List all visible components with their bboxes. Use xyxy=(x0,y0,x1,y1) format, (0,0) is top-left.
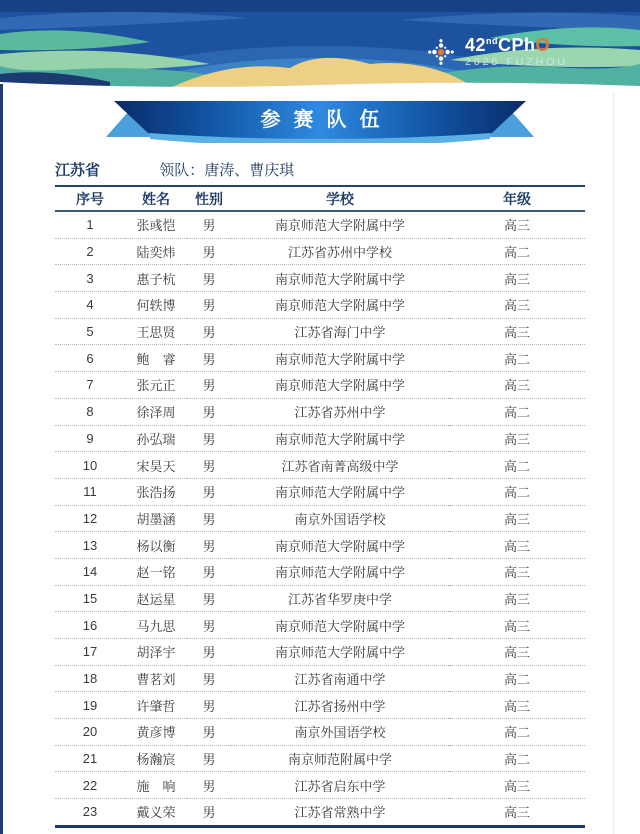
cell-number: 6 xyxy=(55,345,125,372)
province-name: 江苏省 xyxy=(55,162,101,179)
table-row xyxy=(55,345,585,372)
cell-gender: 男 xyxy=(187,719,231,746)
cell-school: 江苏省扬州中学 xyxy=(231,692,449,719)
cell-number: 10 xyxy=(55,452,125,479)
cell-name: 施 响 xyxy=(125,772,187,799)
cell-gender: 男 xyxy=(187,318,231,345)
cell-name: 何轶博 xyxy=(125,292,187,319)
cell-grade: 高三 xyxy=(449,372,585,399)
cell-school: 南京师范大学附属中学 xyxy=(231,211,449,238)
cell-school: 南京外国语学校 xyxy=(231,719,449,746)
cell-school: 南京师范大学附属中学 xyxy=(231,639,449,666)
cell-grade: 高三 xyxy=(449,799,585,827)
cell-gender: 男 xyxy=(187,211,231,238)
cell-gender: 男 xyxy=(187,692,231,719)
column-header-school: 学校 xyxy=(231,187,449,211)
table-row xyxy=(55,318,585,345)
cell-name: 张彧恺 xyxy=(125,211,187,238)
cell-number: 21 xyxy=(55,745,125,772)
cell-school: 江苏省南通中学 xyxy=(231,665,449,692)
cell-gender: 男 xyxy=(187,505,231,532)
cell-number: 22 xyxy=(55,772,125,799)
cell-grade: 高三 xyxy=(449,639,585,666)
cell-school: 南京师范大学附属中学 xyxy=(231,372,449,399)
cell-number: 19 xyxy=(55,692,125,719)
cell-number: 7 xyxy=(55,372,125,399)
cell-gender: 男 xyxy=(187,772,231,799)
cell-gender: 男 xyxy=(187,292,231,319)
cell-name: 鲍 睿 xyxy=(125,345,187,372)
cell-number: 8 xyxy=(55,398,125,425)
cell-name: 赵运星 xyxy=(125,585,187,612)
column-header-name: 姓名 xyxy=(125,187,187,211)
cell-school: 江苏省华罗庚中学 xyxy=(231,585,449,612)
cell-gender: 男 xyxy=(187,585,231,612)
cell-school: 江苏省南菁高级中学 xyxy=(231,452,449,479)
table-row xyxy=(55,211,585,238)
cell-gender: 男 xyxy=(187,425,231,452)
table-row xyxy=(55,558,585,585)
table-row xyxy=(55,505,585,532)
cell-number: 18 xyxy=(55,665,125,692)
page-right-edge xyxy=(613,92,614,834)
table-header-row xyxy=(55,187,585,211)
cell-grade: 高三 xyxy=(449,532,585,559)
team-info-row xyxy=(55,159,585,187)
cell-name: 杨以衡 xyxy=(125,532,187,559)
cell-grade: 高三 xyxy=(449,585,585,612)
table-row xyxy=(55,692,585,719)
cell-grade: 高二 xyxy=(449,398,585,425)
cell-name: 陆奕炜 xyxy=(125,238,187,265)
table-row xyxy=(55,478,585,505)
cell-grade: 高三 xyxy=(449,425,585,452)
table-row xyxy=(55,585,585,612)
cell-school: 江苏省苏州中学校 xyxy=(231,238,449,265)
cell-number: 13 xyxy=(55,532,125,559)
cell-name: 黄彦博 xyxy=(125,719,187,746)
cell-number: 4 xyxy=(55,292,125,319)
cell-number: 11 xyxy=(55,478,125,505)
cell-grade: 高三 xyxy=(449,211,585,238)
cell-number: 12 xyxy=(55,505,125,532)
cell-name: 张元正 xyxy=(125,372,187,399)
cell-gender: 男 xyxy=(187,398,231,425)
table-row xyxy=(55,425,585,452)
cell-grade: 高三 xyxy=(449,265,585,292)
cell-grade: 高二 xyxy=(449,719,585,746)
cell-name: 胡墨涵 xyxy=(125,505,187,532)
cell-school: 南京外国语学校 xyxy=(231,505,449,532)
event-logo xyxy=(426,36,568,68)
cell-school: 江苏省海门中学 xyxy=(231,318,449,345)
cell-grade: 高三 xyxy=(449,558,585,585)
cell-number: 16 xyxy=(55,612,125,639)
table-row xyxy=(55,238,585,265)
cell-gender: 男 xyxy=(187,639,231,666)
cell-number: 17 xyxy=(55,639,125,666)
table-row xyxy=(55,292,585,319)
column-header-gender: 性别 xyxy=(187,187,231,211)
cell-school: 南京师范大学附属中学 xyxy=(231,265,449,292)
cell-gender: 男 xyxy=(187,478,231,505)
cell-gender: 男 xyxy=(187,799,231,827)
table-row xyxy=(55,398,585,425)
cell-gender: 男 xyxy=(187,372,231,399)
table-row xyxy=(55,719,585,746)
cell-number: 5 xyxy=(55,318,125,345)
cell-name: 赵一铭 xyxy=(125,558,187,585)
cell-grade: 高二 xyxy=(449,345,585,372)
cell-school: 南京师范大学附属中学 xyxy=(231,532,449,559)
logo-dots-icon xyxy=(426,37,456,67)
cell-grade: 高二 xyxy=(449,238,585,265)
table-row xyxy=(55,452,585,479)
cell-grade: 高三 xyxy=(449,292,585,319)
cell-school: 南京师范大学附属中学 xyxy=(231,612,449,639)
table-row xyxy=(55,799,585,827)
logo-o-mark: O xyxy=(535,35,551,55)
page-left-edge xyxy=(0,84,3,834)
table-row xyxy=(55,665,585,692)
cell-name: 徐泽周 xyxy=(125,398,187,425)
cell-gender: 男 xyxy=(187,452,231,479)
cell-gender: 男 xyxy=(187,665,231,692)
cell-grade: 高二 xyxy=(449,452,585,479)
participants-table xyxy=(55,187,585,828)
cell-school: 江苏省启东中学 xyxy=(231,772,449,799)
cell-grade: 高三 xyxy=(449,692,585,719)
table-body xyxy=(55,211,585,826)
cell-name: 许肇哲 xyxy=(125,692,187,719)
cell-gender: 男 xyxy=(187,612,231,639)
cell-school: 江苏省常熟中学 xyxy=(231,799,449,827)
cell-name: 张浩扬 xyxy=(125,478,187,505)
participants-table-wrapper xyxy=(55,187,585,828)
cell-name: 胡泽宇 xyxy=(125,639,187,666)
cell-grade: 高二 xyxy=(449,665,585,692)
cell-name: 杨瀚宸 xyxy=(125,745,187,772)
cell-number: 14 xyxy=(55,558,125,585)
cell-grade: 高二 xyxy=(449,478,585,505)
cell-gender: 男 xyxy=(187,558,231,585)
cell-gender: 男 xyxy=(187,265,231,292)
table-row xyxy=(55,745,585,772)
cell-school: 南京师范附属中学 xyxy=(231,745,449,772)
cell-name: 宋昊天 xyxy=(125,452,187,479)
cell-number: 20 xyxy=(55,719,125,746)
cell-grade: 高三 xyxy=(449,318,585,345)
cell-number: 9 xyxy=(55,425,125,452)
cell-grade: 高二 xyxy=(449,745,585,772)
cell-number: 3 xyxy=(55,265,125,292)
table-row xyxy=(55,265,585,292)
cell-school: 南京师范大学附属中学 xyxy=(231,425,449,452)
cell-grade: 高三 xyxy=(449,505,585,532)
cell-gender: 男 xyxy=(187,238,231,265)
cell-name: 马九思 xyxy=(125,612,187,639)
logo-title: 42ndCPhO xyxy=(465,35,551,55)
cell-number: 1 xyxy=(55,211,125,238)
table-row xyxy=(55,772,585,799)
cell-gender: 男 xyxy=(187,345,231,372)
cell-school: 南京师范大学附属中学 xyxy=(231,292,449,319)
cell-name: 戴义荣 xyxy=(125,799,187,827)
column-header-number: 序号 xyxy=(55,187,125,211)
cell-name: 惠子杭 xyxy=(125,265,187,292)
cell-school: 南京师范大学附属中学 xyxy=(231,345,449,372)
team-leaders: 领队：唐涛、曹庆琪 xyxy=(159,162,295,179)
column-header-grade: 年级 xyxy=(449,187,585,211)
title-banner xyxy=(100,99,540,143)
cell-number: 23 xyxy=(55,799,125,827)
cell-school: 南京师范大学附属中学 xyxy=(231,478,449,505)
cell-number: 2 xyxy=(55,238,125,265)
cell-gender: 男 xyxy=(187,532,231,559)
cell-school: 江苏省苏州中学 xyxy=(231,398,449,425)
section-title: 参赛队伍 xyxy=(260,108,393,131)
table-row xyxy=(55,639,585,666)
table-row xyxy=(55,612,585,639)
cell-number: 15 xyxy=(55,585,125,612)
cell-name: 王思贤 xyxy=(125,318,187,345)
cell-name: 孙弘瑞 xyxy=(125,425,187,452)
table-row xyxy=(55,532,585,559)
cell-gender: 男 xyxy=(187,745,231,772)
logo-subtitle: 2025 FUZHOU xyxy=(465,55,569,68)
table-row xyxy=(55,372,585,399)
cell-name: 曹茗刘 xyxy=(125,665,187,692)
cell-school: 南京师范大学附属中学 xyxy=(231,558,449,585)
cell-grade: 高三 xyxy=(449,772,585,799)
cell-grade: 高三 xyxy=(449,612,585,639)
